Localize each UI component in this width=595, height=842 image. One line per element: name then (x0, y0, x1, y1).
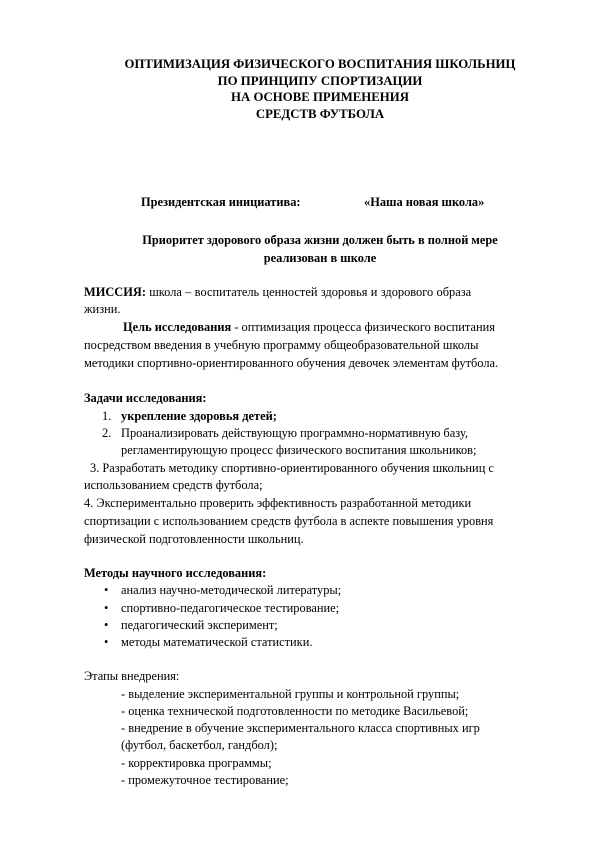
bullet-icon: • (104, 601, 109, 615)
method-item: педагогический эксперимент; (121, 618, 278, 632)
method-item: спортивно-педагогическое тестирование; (121, 601, 340, 615)
title-line: ПО ПРИНЦИПУ СПОРТИЗАЦИИ (217, 73, 423, 88)
stage-item: - корректировка программы; (121, 756, 272, 770)
bullet-icon: • (104, 618, 109, 632)
goal-line (123, 319, 495, 335)
stage-item: (футбол, баскетбол, гандбол); (121, 738, 278, 752)
task-item: физической подготовленности школьниц. (84, 532, 304, 546)
method-item: методы математической статистики. (121, 635, 313, 649)
task-number: 1. (102, 409, 112, 423)
goal-line: посредством введения в учебную программу общеобразовательной школы (84, 338, 479, 352)
priority-line: Приоритет здорового образа жизни должен быть в полной мере (142, 233, 498, 247)
mission-label: МИССИЯ: (84, 285, 146, 299)
mission-line: жизни. (84, 302, 121, 316)
method-item: анализ научно-методической литературы; (121, 583, 342, 597)
task-item: 4. Экспериментально проверить эффективность разработанной методики (84, 496, 472, 510)
mission-text: школа – воспитатель ценностей здоровья и здорового образа (145, 285, 472, 299)
task-item: укрепление здоровья детей; (121, 409, 277, 423)
bullet-icon: • (104, 583, 109, 597)
stage-item: - выделение экспериментальной группы и контрольной группы; (121, 687, 460, 701)
mission-line (84, 284, 555, 300)
goal-label: Цель исследования (123, 320, 232, 334)
task-item: спортизации с использованием средств футбола в аспекте повышения уровня (84, 514, 494, 528)
stages-heading: Этапы внедрения: (84, 669, 180, 683)
document-title (60, 56, 580, 122)
initiative-label: Президентская инициатива: (141, 195, 301, 209)
methods-heading: Методы научного исследования: (84, 566, 267, 580)
title-line: СРЕДСТВ ФУТБОЛА (255, 106, 385, 121)
tasks-heading: Задачи исследования: (84, 391, 207, 405)
task-number: 2. (102, 426, 112, 440)
task-item: регламентирующую процесс физического воспитания школьников; (121, 443, 477, 457)
title-line: ОПТИМИЗАЦИЯ ФИЗИЧЕСКОГО ВОСПИТАНИЯ ШКОЛЬНИЦ (124, 57, 516, 71)
stage-item: - внедрение в обучение экспериментального класса спортивных игр (121, 721, 480, 735)
goal-text: - оптимизация процесса физического воспитания (231, 320, 495, 334)
stage-item: - оценка технической подготовленности по методике Васильевой; (121, 704, 469, 718)
task-item: 3. Разработать методику спортивно-ориентированного обучения школьниц с (90, 461, 494, 475)
bullet-icon: • (104, 635, 109, 649)
initiative-value: «Наша новая школа» (364, 195, 485, 209)
task-item: Проанализировать действующую программно-нормативную базу, (121, 426, 468, 440)
task-item: использованием средств футбола; (84, 478, 263, 492)
goal-line: методики спортивно-ориентированного обучения девочек элементам футбола. (84, 356, 499, 370)
stage-item: - промежуточное тестирование; (121, 773, 289, 787)
title-line: НА ОСНОВЕ ПРИМЕНЕНИЯ (231, 90, 409, 104)
priority-line: реализован в школе (263, 251, 377, 265)
